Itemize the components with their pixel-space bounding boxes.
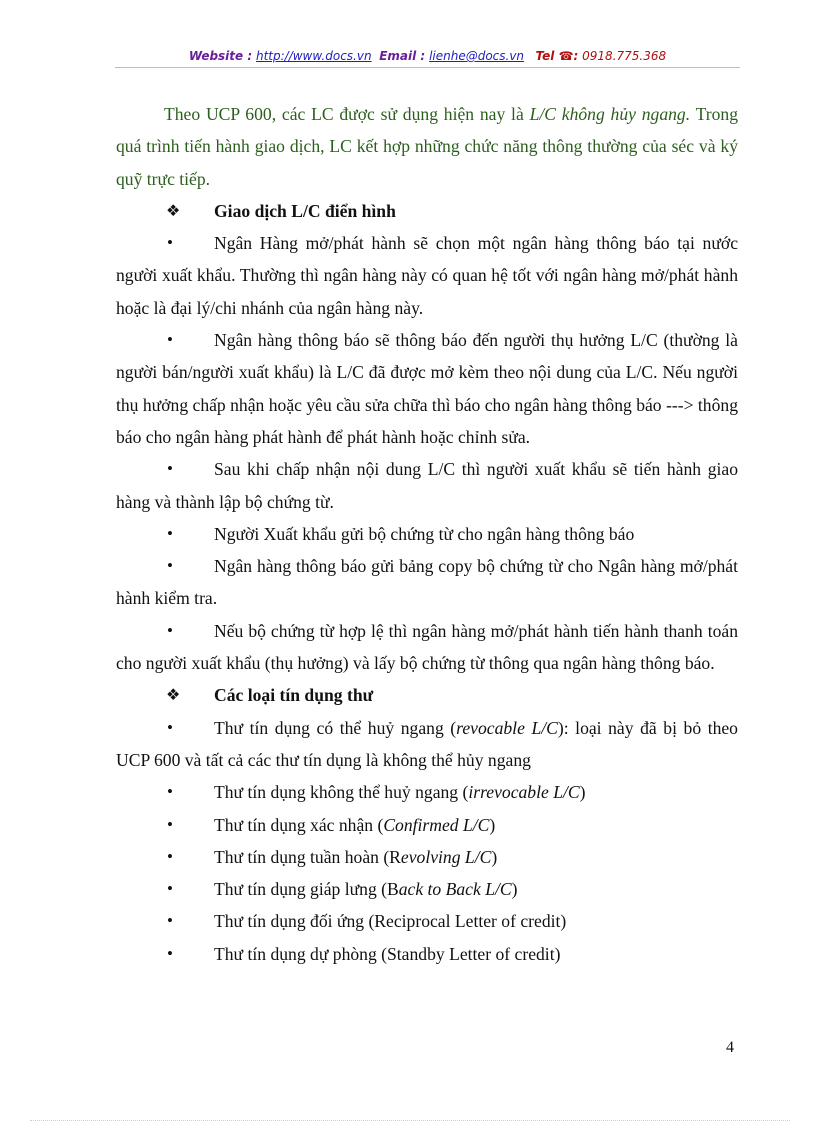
tel-label: Tel ☎:: [535, 49, 579, 63]
bullet-icon: •: [167, 459, 173, 479]
intro-italic: L/C không hủy ngang.: [529, 104, 691, 124]
list-item-text: Thư tín dụng dự phòng (Standby Letter of credit): [214, 943, 561, 964]
bullet-icon: •: [167, 556, 173, 576]
section-title: Giao dịch L/C điển hình: [214, 200, 396, 221]
list-item: [116, 873, 738, 905]
list-item-italic: irrevocable L/C: [468, 782, 580, 803]
bullet-icon: •: [167, 620, 173, 640]
section-title: Các loại tín dụng thư: [214, 685, 374, 706]
list-item: [116, 227, 738, 324]
tel-value: 0918.775.368: [582, 49, 667, 63]
list-item-italic: ack to Back L/C: [398, 879, 512, 900]
bullet-icon: •: [167, 846, 173, 866]
document-body: [116, 98, 738, 970]
list-item: [116, 615, 738, 680]
list-item-italic: Confirmed L/C: [383, 814, 490, 835]
list-item-text: Người Xuất khẩu gửi bộ chứng từ cho ngân hàng thông báo: [214, 523, 635, 544]
bullet-icon: •: [167, 330, 173, 350]
bullet-icon: •: [167, 717, 173, 737]
bullet-icon: •: [167, 523, 173, 543]
list-item: [116, 324, 738, 453]
website-link[interactable]: http://www.docs.vn: [255, 49, 372, 63]
list-item-italic: revocable L/C: [456, 717, 558, 738]
bullet-icon: •: [167, 943, 173, 963]
list-item-text: Thư tín dụng có thể huỷ ngang (: [214, 717, 457, 738]
list-item: [116, 905, 738, 937]
list-item-text: Thư tín dụng không thể huỷ ngang (: [214, 782, 469, 803]
list-item-text: Thư tín dụng giáp lưng (B: [214, 879, 399, 900]
list-item-text-cont: ): [511, 879, 518, 900]
list-item-text: Ngân Hàng mở/phát hành sẽ chọn một ngân hàng thông báo tại nước người xuất khẩu. Thường thì ngân hàng này có quan hệ tốt với ngân hàng mở/phát hành hoặc là đại lý/chi nhánh của ngân hàng này.: [116, 233, 738, 318]
intro-paragraph: [116, 98, 738, 195]
list-item-text: Thư tín dụng xác nhận (: [214, 814, 384, 835]
list-item: [116, 453, 738, 518]
list-item-text-cont: ): [489, 814, 496, 835]
list-item-text: Sau khi chấp nhận nội dung L/C thì người xuất khẩu sẽ tiến hành giao hàng và thành lập bộ chứng từ.: [116, 459, 738, 512]
list-item: [116, 938, 738, 970]
list-item-text: Ngân hàng thông báo sẽ thông báo đến người thụ hưởng L/C (thường là người bán/người xuất khẩu) là L/C đã được mở kèm theo nội dung của L/C. Nếu người thụ hưởng chấp nhận hoặc yêu cầu sửa chữa thì báo cho ngân hàng thông báo ---> thông báo cho ngân hàng phát hành để phát hành hoặc chỉnh sửa.: [116, 330, 738, 447]
page-number: 4: [726, 1039, 734, 1056]
section-heading-lc-types: [116, 679, 738, 711]
email-label: Email :: [379, 49, 426, 63]
list-item-text: Thư tín dụng đối ứng (Reciprocal Letter of credit): [214, 911, 567, 932]
bullet-icon: •: [167, 879, 173, 899]
list-item-text-cont: ): [491, 846, 498, 867]
list-item-italic: evolving L/C: [400, 846, 492, 867]
list-item: [116, 550, 738, 615]
intro-text-cont: Trong quá trình tiến hành giao dịch, LC kết hợp những chức năng thông thường của séc và ký quỹ trực tiếp.: [116, 104, 738, 189]
list-item-text-cont: ): loại này đã bị bỏ theo UCP 600 và tất cả các thư tín dụng là không thể hủy ngang: [116, 717, 738, 770]
header-divider: [115, 67, 740, 68]
list-item-text: Nếu bộ chứng từ hợp lệ thì ngân hàng mở/phát hành tiến hành thanh toán cho người xuất khẩu (thụ hưởng) và lấy bộ chứng từ thông qua ngân hàng thông báo.: [116, 620, 738, 674]
bullet-icon: •: [167, 782, 173, 802]
footer-divider: [30, 1120, 790, 1121]
diamond-bullet-icon: ❖: [166, 200, 181, 220]
bullet-icon: •: [167, 911, 173, 931]
list-item: [116, 712, 738, 777]
list-item: [116, 841, 738, 873]
email-link[interactable]: lienhe@docs.vn: [429, 49, 525, 63]
list-item-text-cont: ): [579, 782, 586, 803]
list-item-text: Thư tín dụng tuần hoàn (R: [214, 846, 401, 867]
page-header: [115, 47, 740, 65]
diamond-bullet-icon: ❖: [166, 685, 181, 705]
list-item: [116, 776, 738, 808]
intro-text: Theo UCP 600, các LC được sử dụng hiện nay là: [164, 104, 530, 124]
bullet-icon: •: [167, 814, 173, 834]
bullet-icon: •: [167, 233, 173, 253]
website-label: Website :: [188, 49, 253, 63]
list-item-text: Ngân hàng thông báo gửi bảng copy bộ chứng từ cho Ngân hàng mở/phát hành kiểm tra.: [116, 556, 738, 609]
list-item: [116, 809, 738, 841]
list-item: [116, 518, 738, 550]
section-heading-typical-lc: [116, 195, 738, 227]
